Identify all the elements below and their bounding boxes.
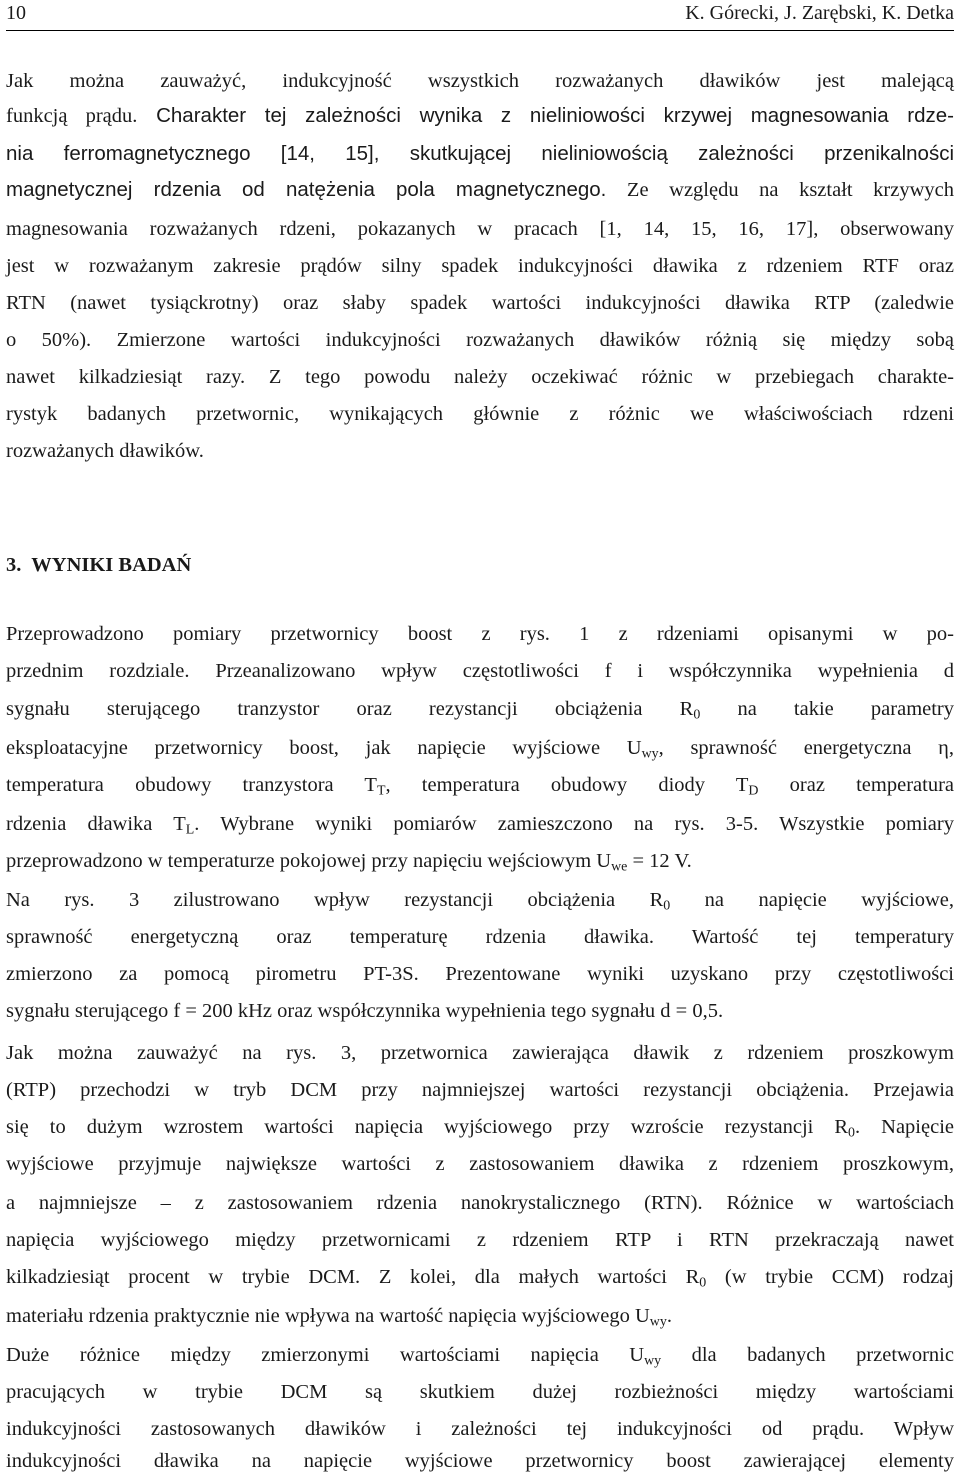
paragraph-line: indukcyjności zastosowanych dławików i zależności tej indukcyjności od prądu. Wpływ [6, 1418, 954, 1440]
paragraph-line: temperatura obudowy tranzystora $T_T$, temperatura obudowy diody $T_D$ oraz temperatura [6, 774, 954, 799]
paragraph-line: o 50%). Zmierzone wartości indukcyjności rozważanych dławików różnią się między sobą [6, 329, 954, 351]
paragraph-line: Na rys. 3 zilustrowano wpływ rezystancji obciążenia $R_0$ na napięcie wyjściowe, [6, 889, 954, 914]
paragraph-line: rozważanych dławików. [6, 440, 204, 462]
paragraph-line: nia ferromagnetycznego [14, 15], skutkującej nieliniowością zależności przenikalności [6, 142, 954, 165]
paragraph-line: RTN (nawet tysiąckrotny) oraz słaby spadek wartości indukcyjności dławika RTP (zaledwie [6, 292, 954, 314]
paragraph-line: przednim rozdziale. Przeanalizowano wpływ częstotliwości f i współczynnika wypełnienia d [6, 660, 954, 682]
paragraph-line: wyjściowe przyjmuje największe wartości z zastosowaniem dławika z rdzeniem proszkowym, [6, 1153, 954, 1175]
paragraph-line: magnesowania rozważanych rdzeni, pokazanych w pracach [1, 14, 15, 16, 17], obserwowany [6, 218, 954, 240]
paragraph-line: zmierzono za pomocą pirometru PT-3S. Prezentowane wyniki uzyskano przy częstotliwości [6, 963, 955, 985]
paragraph-line: rdzenia dławika $T_L$. Wybrane wyniki pomiarów zamieszczono na rys. 3-5. Wszystkie pomiary [6, 813, 954, 838]
paragraph-line: Duże różnice między zmierzonymi wartościami napięcia $U_{wy}$ dla badanych przetwornic [6, 1344, 954, 1369]
paragraph-line: Jak można zauważyć na rys. 3, przetwornica zawierająca dławik z rdzeniem proszkowym [6, 1042, 954, 1064]
paragraph-line: magnetycznej rdzenia od natężenia pola magnetycznego. Ze względu na kształt krzywych [6, 178, 955, 201]
paragraph-line: rystyk badanych przetwornic, wynikających głównie z różnic we właściwościach rdzeni [6, 403, 954, 425]
paragraph-line: sprawność energetyczną oraz temperaturę rdzenia dławika. Wartość tej temperatury [6, 926, 954, 948]
paragraph-line: materiału rdzenia praktycznie nie wpływa na wartość napięcia wyjściowego $U_{wy}$. [6, 1305, 672, 1330]
paragraph-line: pracujących w trybie DCM są skutkiem dużej rozbieżności między wartościami [6, 1381, 954, 1403]
paragraph-line: funkcją prądu. Charakter tej zależności wynika z nieliniowości krzywej magnesowania rdze- [6, 104, 954, 127]
running-header [6, 0, 954, 31]
paragraph-line: sygnału sterującego f = 200 kHz oraz współczynnika wypełnienia tego sygnału d = 0,5. [6, 1000, 724, 1022]
paragraph-line: sygnału sterującego tranzystor oraz rezystancji obciążenia $R_0$ na takie parametry [6, 698, 955, 723]
paragraph-line: a najmniejsze – z zastosowaniem rdzenia nanokrystalicznego (RTN). Różnice w wartościach [6, 1192, 954, 1214]
paragraph-line: przeprowadzono w temperaturze pokojowej przy napięciu wejściowym $U_{we} = 12$ V. [6, 850, 692, 875]
paragraph-line: jest w rozważanym zakresie prądów silny spadek indukcyjności dławika z rdzeniem RTF oraz [6, 255, 954, 277]
paragraph-line: się to dużym wzrostem wartości napięcia wyjściowego przy wzroście rezystancji $R_0$. Napięcie [6, 1116, 955, 1141]
paragraph-line: eksploatacyjne przetwornicy boost, jak napięcie wyjściowe $U_{wy}$, sprawność energetyczna η, [6, 737, 955, 762]
paragraph-line: (RTP) przechodzi w tryb DCM przy najmniejszej wartości rezystancji obciążenia. Przejawia [6, 1079, 954, 1101]
paragraph-line: Przeprowadzono pomiary przetwornicy boost z rys. 1 z rdzeniami opisanymi w po- [6, 623, 955, 645]
paragraph-line: indukcyjności dławika na napięcie wyjściowe przetwornicy boost zawierającej elementy [6, 1450, 954, 1472]
paragraph-line: Jak można zauważyć, indukcyjność wszystkich rozważanych dławików jest malejącą [6, 70, 954, 92]
section-title: WYNIKI BADAŃ [31, 554, 192, 576]
paragraph-line: kilkadziesiąt procent w trybie DCM. Z kolei, dla małych wartości $R_0$ (w trybie CCM) rodzaj [6, 1266, 954, 1291]
paragraph-line: nawet kilkadziesiąt razy. Z tego powodu należy oczekiwać różnic w przebiegach charakte- [6, 366, 954, 388]
section-number: 3. [6, 554, 22, 576]
section-heading [0, 546, 960, 584]
page-number: 10 [6, 2, 26, 24]
paragraph-line: napięcia wyjściowego między przetwornicami z rdzeniem RTP i RTN przekraczają nawet [6, 1229, 954, 1251]
header-authors: K. Górecki, J. Zarębski, K. Detka [685, 2, 954, 24]
